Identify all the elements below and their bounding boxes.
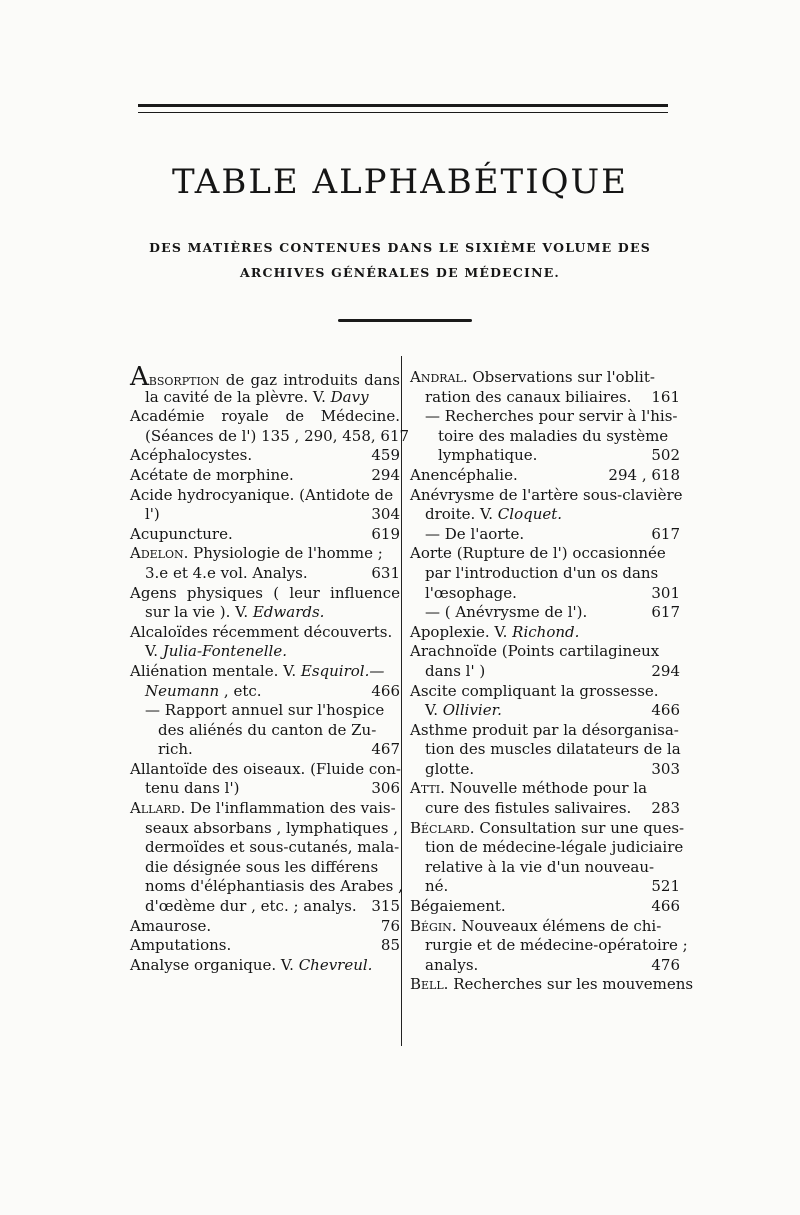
page-number: 476 <box>651 955 680 974</box>
index-line: die désignée sous les différens <box>145 857 379 876</box>
index-line: Acéphalocystes. 459 <box>130 446 400 465</box>
subtitle-line-1: DES MATIÈRES CONTENUES DANS LE SIXIÈME VOLUME DES <box>149 240 651 255</box>
index-line: Bégaiement. 466 <box>410 897 680 916</box>
index-line: 3.e et 4.e vol. Analys. 631 <box>145 563 400 582</box>
index-line: d'œdème dur , etc. ; analys. 315 <box>145 897 400 916</box>
index-line: (Séances de l') 135 , 290, 458, 617 <box>145 426 410 445</box>
index-line: Arachnoïde (Points cartilagineux <box>410 642 660 661</box>
page-number: 294 <box>651 661 680 680</box>
index-line: ration des canaux biliaires. 161 <box>425 387 680 406</box>
page-number: 85 <box>380 936 400 955</box>
index-line: Atti. Nouvelle méthode pour la <box>410 779 648 798</box>
index-line: Amputations. 85 <box>130 936 400 955</box>
index-line: noms d'éléphantiasis des Arabes , <box>145 877 403 896</box>
index-line: Apoplexie. V. Richond. <box>410 622 580 641</box>
index-line: Anencéphalie. 294 , 618 <box>410 465 680 484</box>
index-line: la cavité de la plèvre. V. Davy <box>145 387 369 406</box>
index-line: Absorption de gaz introduits dans <box>130 362 400 392</box>
index-line: Aliénation mentale. V. Esquirol.— <box>130 661 385 680</box>
index-line: Allantoïde des oiseaux. (Fluide con- <box>130 759 402 778</box>
page-number: 306 <box>371 779 400 798</box>
page-number: 294 <box>371 465 400 484</box>
index-line: Andral. Observations sur l'oblit- <box>410 368 655 386</box>
page-number: 315 <box>371 897 400 916</box>
page-number: 619 <box>371 524 400 543</box>
index-line: rich. 467 <box>158 740 400 759</box>
page-number: 459 <box>371 446 400 465</box>
index-line: Anévrysme de l'artère sous-clavière <box>410 485 683 504</box>
page-title: TABLE ALPHABÉTIQUE <box>171 162 629 202</box>
index-line: par l'introduction d'un os dans <box>425 563 659 582</box>
index-line: Aorte (Rupture de l') occasionnée <box>410 544 666 563</box>
index-line: Neumann , etc. 466 <box>145 681 400 700</box>
index-line: né. 521 <box>425 877 680 896</box>
index-line: Alcaloïdes récemment découverts. <box>130 622 393 641</box>
index-line: Adelon. Physiologie de l'homme ; <box>130 544 383 563</box>
page-number: 466 <box>651 701 680 720</box>
index-line: relative à la vie d'un nouveau- <box>425 857 655 876</box>
page-number: 631 <box>371 563 400 582</box>
index-line: tenu dans l') 306 <box>145 779 400 798</box>
index-line: Bell. Recherches sur les mouvemens <box>410 975 694 994</box>
page-number: 294 , 618 <box>608 465 680 484</box>
index-line: — ( Anévrysme de l'). 617 <box>425 603 680 622</box>
page-number: 617 <box>651 603 680 622</box>
left-column <box>130 362 410 975</box>
index-line: — Rapport annuel sur l'hospice <box>145 701 385 720</box>
index-line: — De l'aorte. 617 <box>425 524 680 543</box>
index-line: Allard. De l'inflammation des vais- <box>130 799 396 818</box>
index-line: rurgie et de médecine-opératoire ; <box>425 936 688 955</box>
page-number: 467 <box>371 740 400 759</box>
page-number: 466 <box>371 681 400 700</box>
index-line: Ascite compliquant la grossesse. <box>410 681 659 700</box>
index-line: tion des muscles dilatateurs de la <box>425 740 681 759</box>
top-rule-thin <box>138 112 668 113</box>
index-line: dans l' ) 294 <box>425 661 680 680</box>
index-line: tion de médecine-légale judiciaire <box>425 838 684 857</box>
page-number: 304 <box>371 505 400 524</box>
right-column <box>410 368 694 995</box>
index-line: V. Ollivier. 466 <box>425 701 680 720</box>
index-line: Bégin. Nouveaux élémens de chi- <box>410 916 662 935</box>
index-line: Acupuncture. 619 <box>130 524 400 543</box>
ornament-rule <box>338 319 472 322</box>
index-line: cure des fistules salivaires. 283 <box>425 799 680 818</box>
index-line: des aliénés du canton de Zu- <box>158 720 377 739</box>
index-line: droite. V. Cloquet. <box>425 505 563 524</box>
index-line: analys. 476 <box>425 955 680 974</box>
index-line: Acide hydrocyanique. (Antidote de <box>130 485 394 504</box>
index-line: Académie royale de Médecine. <box>130 407 400 426</box>
page-number: 161 <box>651 387 680 406</box>
index-line: Béclard. Consultation sur une ques- <box>410 818 685 837</box>
index-line: Amaurose. 76 <box>130 916 400 935</box>
index-line: Agens physiques ( leur influence <box>130 583 400 602</box>
page-number: 76 <box>380 916 400 935</box>
index-line: toire des maladies du système <box>438 426 669 445</box>
index-line: Analyse organique. V. Chevreul. <box>130 955 373 974</box>
index-line: lymphatique. 502 <box>438 446 680 465</box>
page-number: 466 <box>651 897 680 916</box>
subtitle-line-2: ARCHIVES GÉNÉRALES DE MÉDECINE. <box>240 265 560 280</box>
page-number: 502 <box>651 446 680 465</box>
index-line: V. Julia-Fontenelle. <box>145 642 287 661</box>
column-divider <box>401 356 402 1046</box>
index-line: glotte. 303 <box>425 759 680 778</box>
index-line: seaux absorbans , lymphatiques , <box>145 818 398 837</box>
page-number: 521 <box>651 877 680 896</box>
page-number: 283 <box>651 799 680 818</box>
index-line: Acétate de morphine. 294 <box>130 465 400 484</box>
page-number: 617 <box>651 524 680 543</box>
index-line: dermoïdes et sous-cutanés, mala- <box>145 838 400 857</box>
index-line: l') 304 <box>145 505 400 524</box>
index-line: Asthme produit par la désorganisa- <box>410 720 679 739</box>
page-number: 303 <box>651 759 680 778</box>
page-number: 301 <box>651 583 680 602</box>
index-line: — Recherches pour servir à l'his- <box>425 407 678 426</box>
index-line: sur la vie ). V. Edwards. <box>145 603 325 622</box>
top-rule <box>138 104 668 107</box>
index-line: l'œsophage. 301 <box>425 583 680 602</box>
